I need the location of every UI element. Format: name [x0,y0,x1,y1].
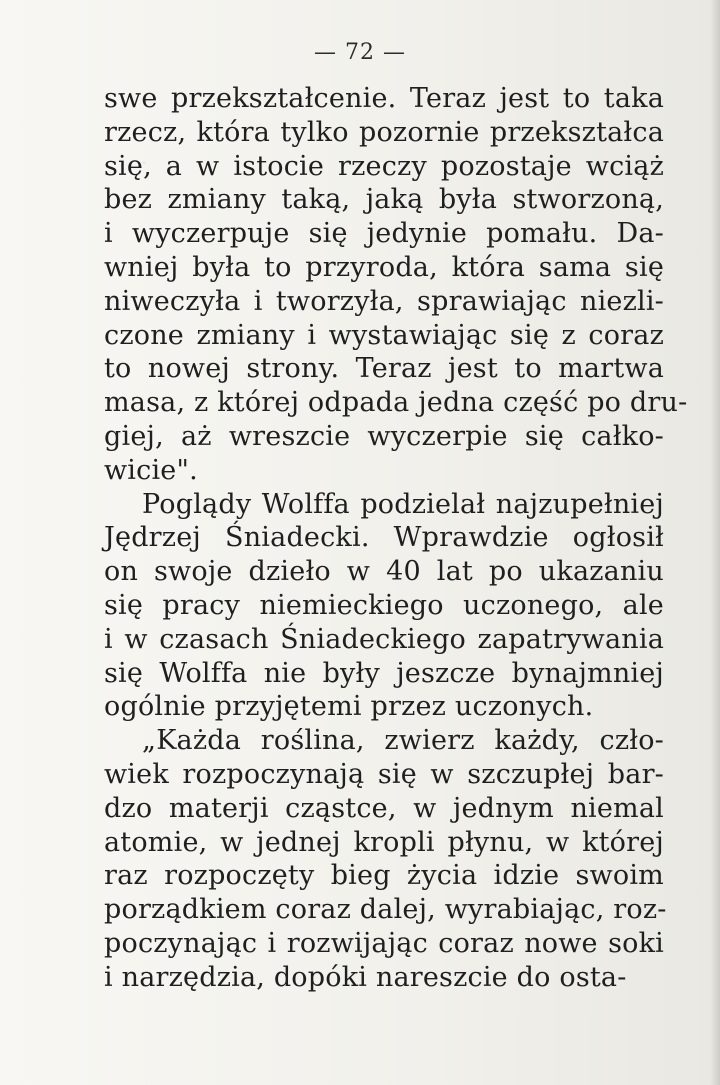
text-line: porządkiem coraz dalej, wyrabiając, roz- [104,894,667,926]
text-line: swe przekształcenie. Teraz jest to taka [104,83,664,114]
text-line: niweczyła i tworzyła, sprawiając niezli- [104,285,664,317]
page-number: — 72 — [314,40,406,65]
text-line: i w czasach Śniadeckiego zapatrywania [104,623,664,655]
text-line: i wyczerpuje się jedynie pomału. Da- [104,218,664,250]
text-line: się, a w istocie rzeczy pozostaje wciąż [104,150,664,182]
text-line: to nowej strony. Teraz jest to martwa [104,353,664,385]
paragraph-start-line: Poglądy Wolffa podzielał najzupełniej [142,488,664,520]
text-line: i narzędzia, dopóki nareszcie do osta- [104,961,627,993]
text-line: się Wolffa nie były jeszcze bynajmniej [104,657,664,689]
text-line: się pracy niemieckiego uczonego, ale [104,589,664,621]
text-line: on swoje dzieło w 40 lat po ukazaniu [104,556,664,588]
text-line: raz rozpoczęty bieg życia idzie swoim [104,860,664,892]
text-line: atomie, w jednej kropli płynu, w której [104,826,664,858]
paragraph-start-line: „Każda roślina, zwierz każdy, czło- [142,725,664,757]
body-text [104,82,688,995]
text-line: bez zmiany taką, jaką była stworzoną, [104,184,664,216]
text-line: ogólnie przyjętemi przez uczonych. [104,691,594,723]
page-edge-shadow [710,0,720,1085]
text-line: czone zmiany i wystawiając się z coraz [104,319,664,351]
text-line: poczynając i rozwijając coraz nowe soki [104,927,664,959]
text-line: wiek rozpoczynają się w szczupłej bar- [104,758,664,790]
text-line: wicie". [104,454,198,486]
text-line: masa, z której odpada jedna część po dru- [104,387,688,419]
text-line: Jędrzej Śniadecki. Wprawdzie ogłosił [104,522,664,554]
text-line: wniej była to przyroda, która sama się [104,251,664,283]
text-line: rzecz, która tylko pozornie przekształca [104,116,664,148]
text-line: dzo materji cząstce, w jednym niemal [104,792,664,824]
text-line: giej, aż wreszcie wyczerpie się całko- [104,420,664,452]
